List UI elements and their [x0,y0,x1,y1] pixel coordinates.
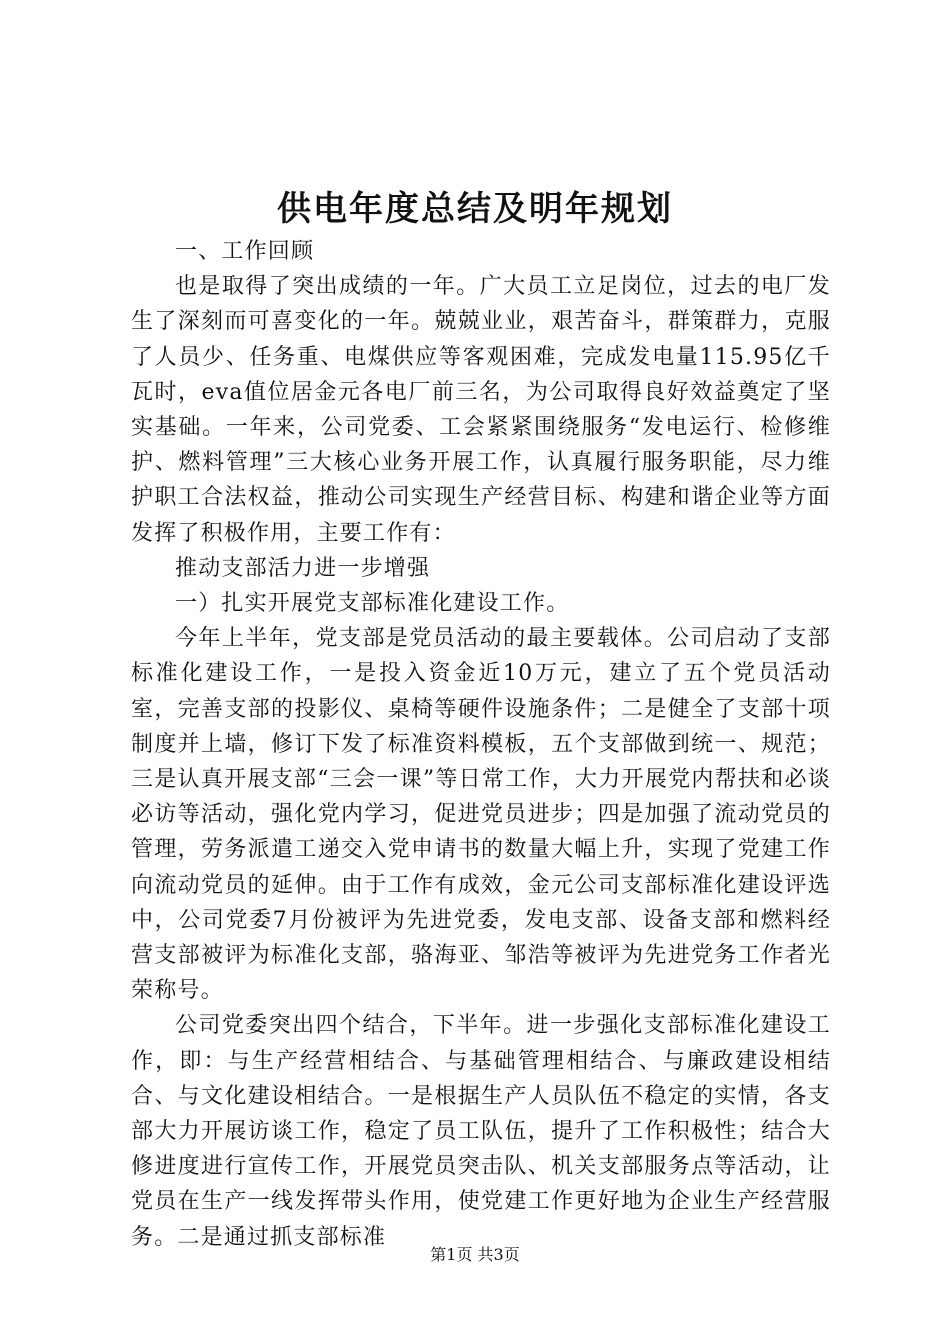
paragraph-second-half: 公司党委突出四个结合，下半年。进一步强化支部标准化建设工作，即：与生产经营相结合、与基础管理相结合、与廉政建设相结合、与文化建设相结合。一是根据生产人员队伍不稳定的实情，各支部大力开展访谈工作，稳定了员工队伍，提升了工作积极性；结合大修进度进行宣传工作，开展党员突击队、机关支部服务点等活动，让党员在生产一线发挥带头作用，使党建工作更好地为企业生产经营服务。二是通过抓支部标准 [131,1013,831,1250]
page-footer: 第1页 共3页 [430,1245,520,1264]
paragraph-subheading: 推动支部活力进一步增强 [175,555,431,581]
paragraph-first-half: 今年上半年，党支部是党员活动的最主要载体。公司启动了支部标准化建设工作，一是投入资金近10万元，建立了五个党员活动室，完善支部的投影仪、桌椅等硬件设施条件；二是健全了支部十项制度并上墙，修订下发了标准资料模板，五个支部做到统一、规范；三是认真开展支部“三会一课”等日常工作，大力开展党内帮扶和必谈必访等活动，强化党内学习，促进党员进步；四是加强了流动党员的管理，劳务派遣工递交入党申请书的数量大幅上升，实现了党建工作向流动党员的延伸。由于工作有成效，金元公司支部标准化建设评选中，公司党委7月份被评为先进党委，发电支部、设备支部和燃料经营支部被评为标准化支部，骆海亚、邹浩等被评为先进党务工作者光荣称号。 [131,626,831,1004]
paragraph-section-heading: 一、工作回顾 [175,239,315,264]
paragraph-item-heading: 一）扎实开展党支部标准化建设工作。 [175,591,570,617]
document-body [131,234,831,1255]
paragraph-review: 也是取得了突出成绩的一年。广大员工立足岗位，过去的电厂发生了深刻而可喜变化的一年。兢兢业业，艰苦奋斗，群策群力，克服了人员少、任务重、电煤供应等客观困难，完成发电量115.95亿千瓦时，eva值位居金元各电厂前三名，为公司取得良好效益奠定了坚实基础。一年来，公司党委、工会紧紧围绕服务“发电运行、检修维护、燃料管理”三大核心业务开展工作，认真履行服务职能，尽力维护职工合法权益，推动公司实现生产经营目标、构建和谐企业等方面发挥了积极作用，主要工作有： [131,274,831,546]
document-title: 供电年度总结及明年规划 [277,189,673,229]
